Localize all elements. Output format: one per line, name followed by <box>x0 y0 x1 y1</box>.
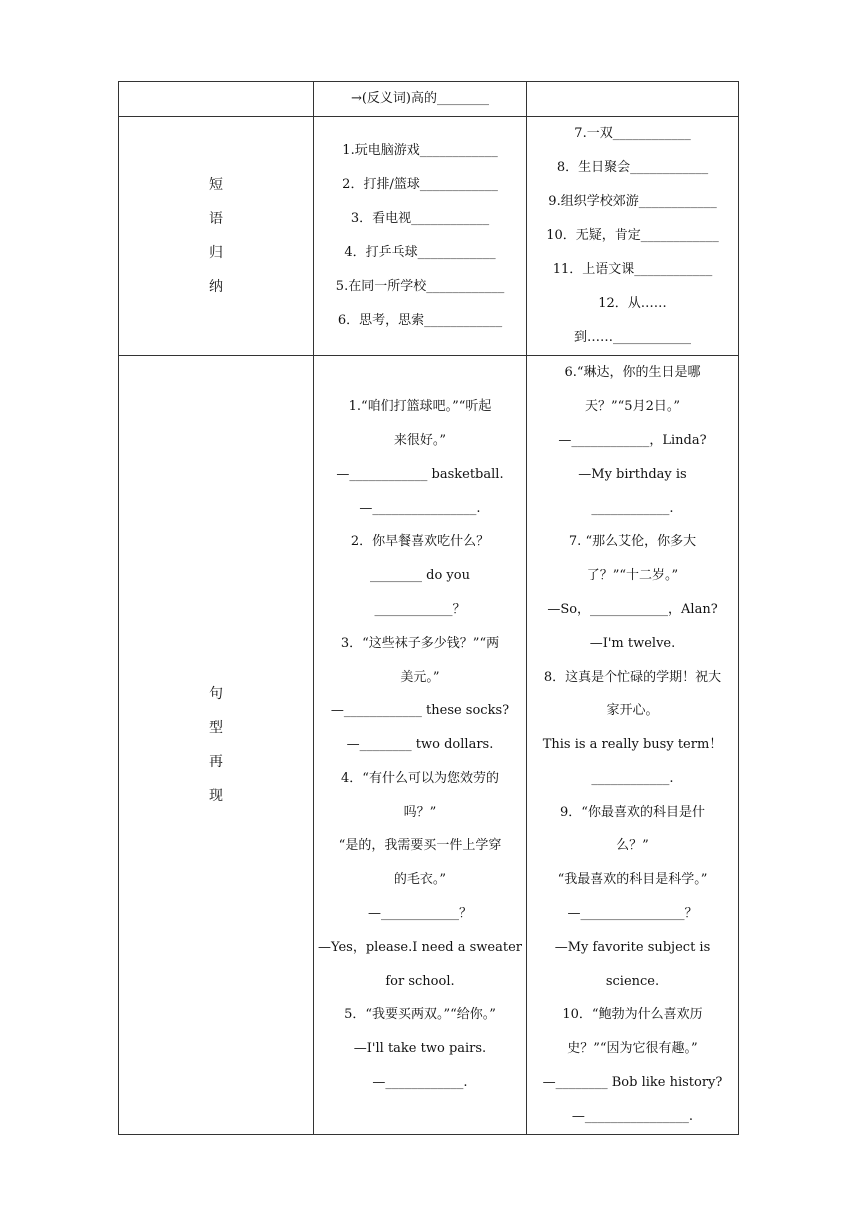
sentences-right-cell <box>527 356 739 1135</box>
category-char: 短 <box>209 177 223 193</box>
phrase-item: 9.组织学校郊游____________ <box>548 194 717 209</box>
phrase-item: 3．看电视____________ <box>350 211 490 226</box>
sentence-line: —________ Bob like history? <box>542 1075 723 1091</box>
sentence-line: —________________. <box>359 500 481 516</box>
sentence-line: 了？”“十二岁。” <box>586 568 679 584</box>
sentence-line: 的毛衣。” <box>393 872 447 888</box>
sentences-left-cell <box>314 356 527 1135</box>
sentence-line: “我最喜欢的科目是科学。” <box>557 872 708 888</box>
empty-cell <box>119 82 314 117</box>
sentence-line: ________ do you <box>370 568 470 584</box>
category-phrases-cell <box>119 117 314 356</box>
worksheet-table <box>118 81 739 1135</box>
category-char: 纳 <box>209 279 223 295</box>
sentence-line: 6.“琳达，你的生日是哪 <box>564 365 701 381</box>
sentence-line: 5．“我要买两双。”“给你。” <box>344 1007 496 1023</box>
phrase-item: 5.在同一所学校____________ <box>335 279 505 294</box>
phrase-item: 2．打排/篮球____________ <box>342 177 498 192</box>
sentence-line: —____________？ <box>367 906 472 922</box>
sentence-line: —Yes，please.I need a sweater <box>318 939 522 955</box>
sentence-line: 10．“鲍勃为什么喜欢历 <box>562 1007 703 1023</box>
category-char: 再 <box>209 754 223 770</box>
sentence-line: for school. <box>385 973 455 989</box>
sentence-line: 家开心。 <box>606 703 659 719</box>
category-sentences-label <box>119 685 313 805</box>
sentence-line: —So，____________，Alan? <box>547 601 718 617</box>
sentence-line: 8．这真是个忙碌的学期！祝大 <box>543 669 722 685</box>
category-char: 句 <box>209 686 223 702</box>
category-char: 现 <box>209 788 223 804</box>
sentence-line: —____________，Linda? <box>558 432 707 448</box>
sentence-line: 天？”“5月2日。” <box>585 399 680 415</box>
phrases-left-cell <box>314 117 527 356</box>
sentence-line: 3．“这些袜子多少钱？”“两 <box>340 635 500 651</box>
sentence-line: —________ two dollars. <box>346 737 494 753</box>
phrase-item: 7.一双____________ <box>574 126 691 141</box>
category-char: 归 <box>209 245 223 261</box>
sentence-line: —____________ these socks? <box>330 703 510 719</box>
sentence-line: 2．你早餐喜欢吃什么？ <box>350 534 490 550</box>
phrase-item: 10．无疑，肯定____________ <box>546 228 719 243</box>
category-char: 语 <box>209 211 223 227</box>
sentence-line: 4．“有什么可以为您效劳的 <box>341 770 499 786</box>
sentence-line: —I'll take two pairs. <box>353 1041 487 1057</box>
category-sentences-cell <box>119 356 314 1135</box>
sentence-line: —I'm twelve. <box>589 635 676 651</box>
antonym-text: →(反义词)高的________ <box>350 91 490 106</box>
table-row <box>119 117 739 356</box>
sentence-line: —________________？ <box>567 906 698 922</box>
table-row <box>119 356 739 1135</box>
phrase-item: 6．思考，思索____________ <box>337 313 503 328</box>
sentence-line: ____________？ <box>374 601 466 617</box>
sentence-line: “是的，我需要买一件上学穿 <box>338 838 502 854</box>
phrase-item: 到……____________ <box>573 330 691 345</box>
sentence-line: This is a really busy term！ <box>542 737 723 753</box>
sentence-line: —____________ basketball. <box>336 466 504 482</box>
sentence-line: —________________. <box>571 1108 694 1124</box>
phrase-item: 8．生日聚会____________ <box>556 160 709 175</box>
empty-cell <box>527 82 739 117</box>
table-row <box>119 82 739 117</box>
sentence-line: 9．“你最喜欢的科目是什 <box>560 804 705 820</box>
phrase-item: 4．打乒乓球____________ <box>344 245 496 260</box>
phrase-item: 1.玩电脑游戏____________ <box>342 143 498 158</box>
sentence-line: 来很好。” <box>393 432 447 448</box>
sentence-line: 吗？” <box>403 804 437 820</box>
sentence-line: 么？” <box>616 838 649 854</box>
sentence-line: 史？”“因为它很有趣。” <box>567 1041 698 1057</box>
sentence-line: ____________. <box>591 770 674 786</box>
category-char: 型 <box>209 720 223 736</box>
sentence-line: ____________. <box>591 500 674 516</box>
phrase-item: 11．上语文课____________ <box>552 262 713 277</box>
category-phrases-label <box>119 176 313 296</box>
sentence-line: —My favorite subject is <box>554 939 711 955</box>
sentence-line: science. <box>605 973 660 989</box>
phrase-item: 12．从…… <box>598 296 667 311</box>
phrases-right-cell <box>527 117 739 356</box>
sentence-line: 美元。” <box>400 669 440 685</box>
sentence-line: —____________. <box>372 1075 468 1091</box>
sentence-line: —My birthday is <box>578 466 687 482</box>
sentence-line: 1.“咱们打篮球吧。”“听起 <box>348 399 492 415</box>
antonym-cell <box>314 82 527 117</box>
sentence-line: 7. “那么艾伦，你多大 <box>568 534 697 550</box>
